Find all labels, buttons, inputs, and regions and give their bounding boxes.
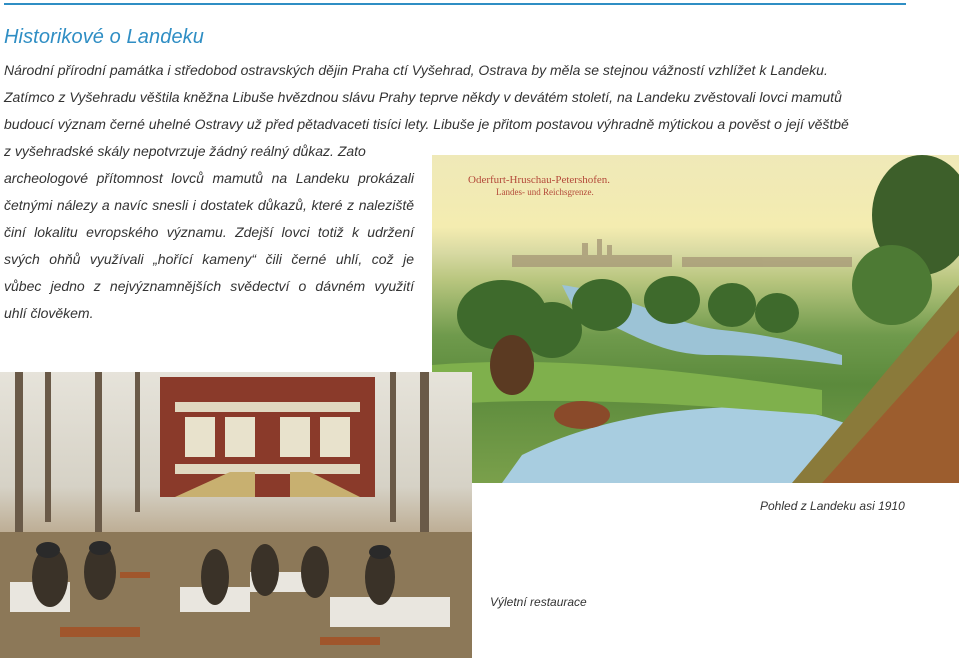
landscape-photo (432, 155, 959, 483)
restaurant-illustration (0, 372, 472, 658)
landscape-caption: Pohled z Landeku asi 1910 (760, 499, 905, 513)
restaurant-photo (0, 372, 472, 658)
text-line: budoucí význam černé uhelné Ostravy už před pětadvaceti tisíci lety. Libuše je přitom postavou výhradně mýtickou a pověst o její věštbě (4, 116, 849, 132)
text-line: Zatímco z Vyšehradu věštila kněžna Libuše hvězdnou slávu Prahy teprve někdy v devátém století, na Landeku zvěstovali lovci mamutů (4, 89, 842, 105)
restaurant-caption: Výletní restaurace (490, 595, 587, 609)
postcard-title: Oderfurt-Hruschau-Petershofen. (468, 174, 611, 186)
page-heading: Historikové o Landeku (4, 26, 204, 48)
text-line: činí lokalitu evropského významu. Zdejší lovci totiž k udržení (4, 224, 414, 240)
text-line: Národní přírodní památka i středobod ostravských dějin Praha ctí Vyšehrad, Ostrava by měla se stejnou vážností vzhlížet k Landeku. (4, 62, 828, 78)
body-paragraph (4, 165, 414, 327)
text-line: archeologové přítomnost lovců mamutů na Landeku prokázali (4, 170, 414, 186)
text-line: svých ohňů využívali „hořící kameny“ čili černé uhlí, což je (4, 251, 414, 267)
text-line: uhlí člověkem. (4, 305, 94, 321)
top-rule (4, 3, 906, 5)
intro-paragraph (4, 57, 910, 165)
text-line: četnými nálezy a navíc snesli i dostatek důkazů, které z naleziště (4, 197, 414, 213)
text-line: z vyšehradské skály nepotvrzuje žádný reálný důkaz. Zato (4, 143, 366, 159)
postcard-subtitle: Landes- und Reichsgrenze. (496, 187, 594, 197)
landscape-illustration (432, 155, 959, 483)
text-line: vůbec jedno z nejvýznamnějších svědectví o dávném využití (4, 278, 414, 294)
